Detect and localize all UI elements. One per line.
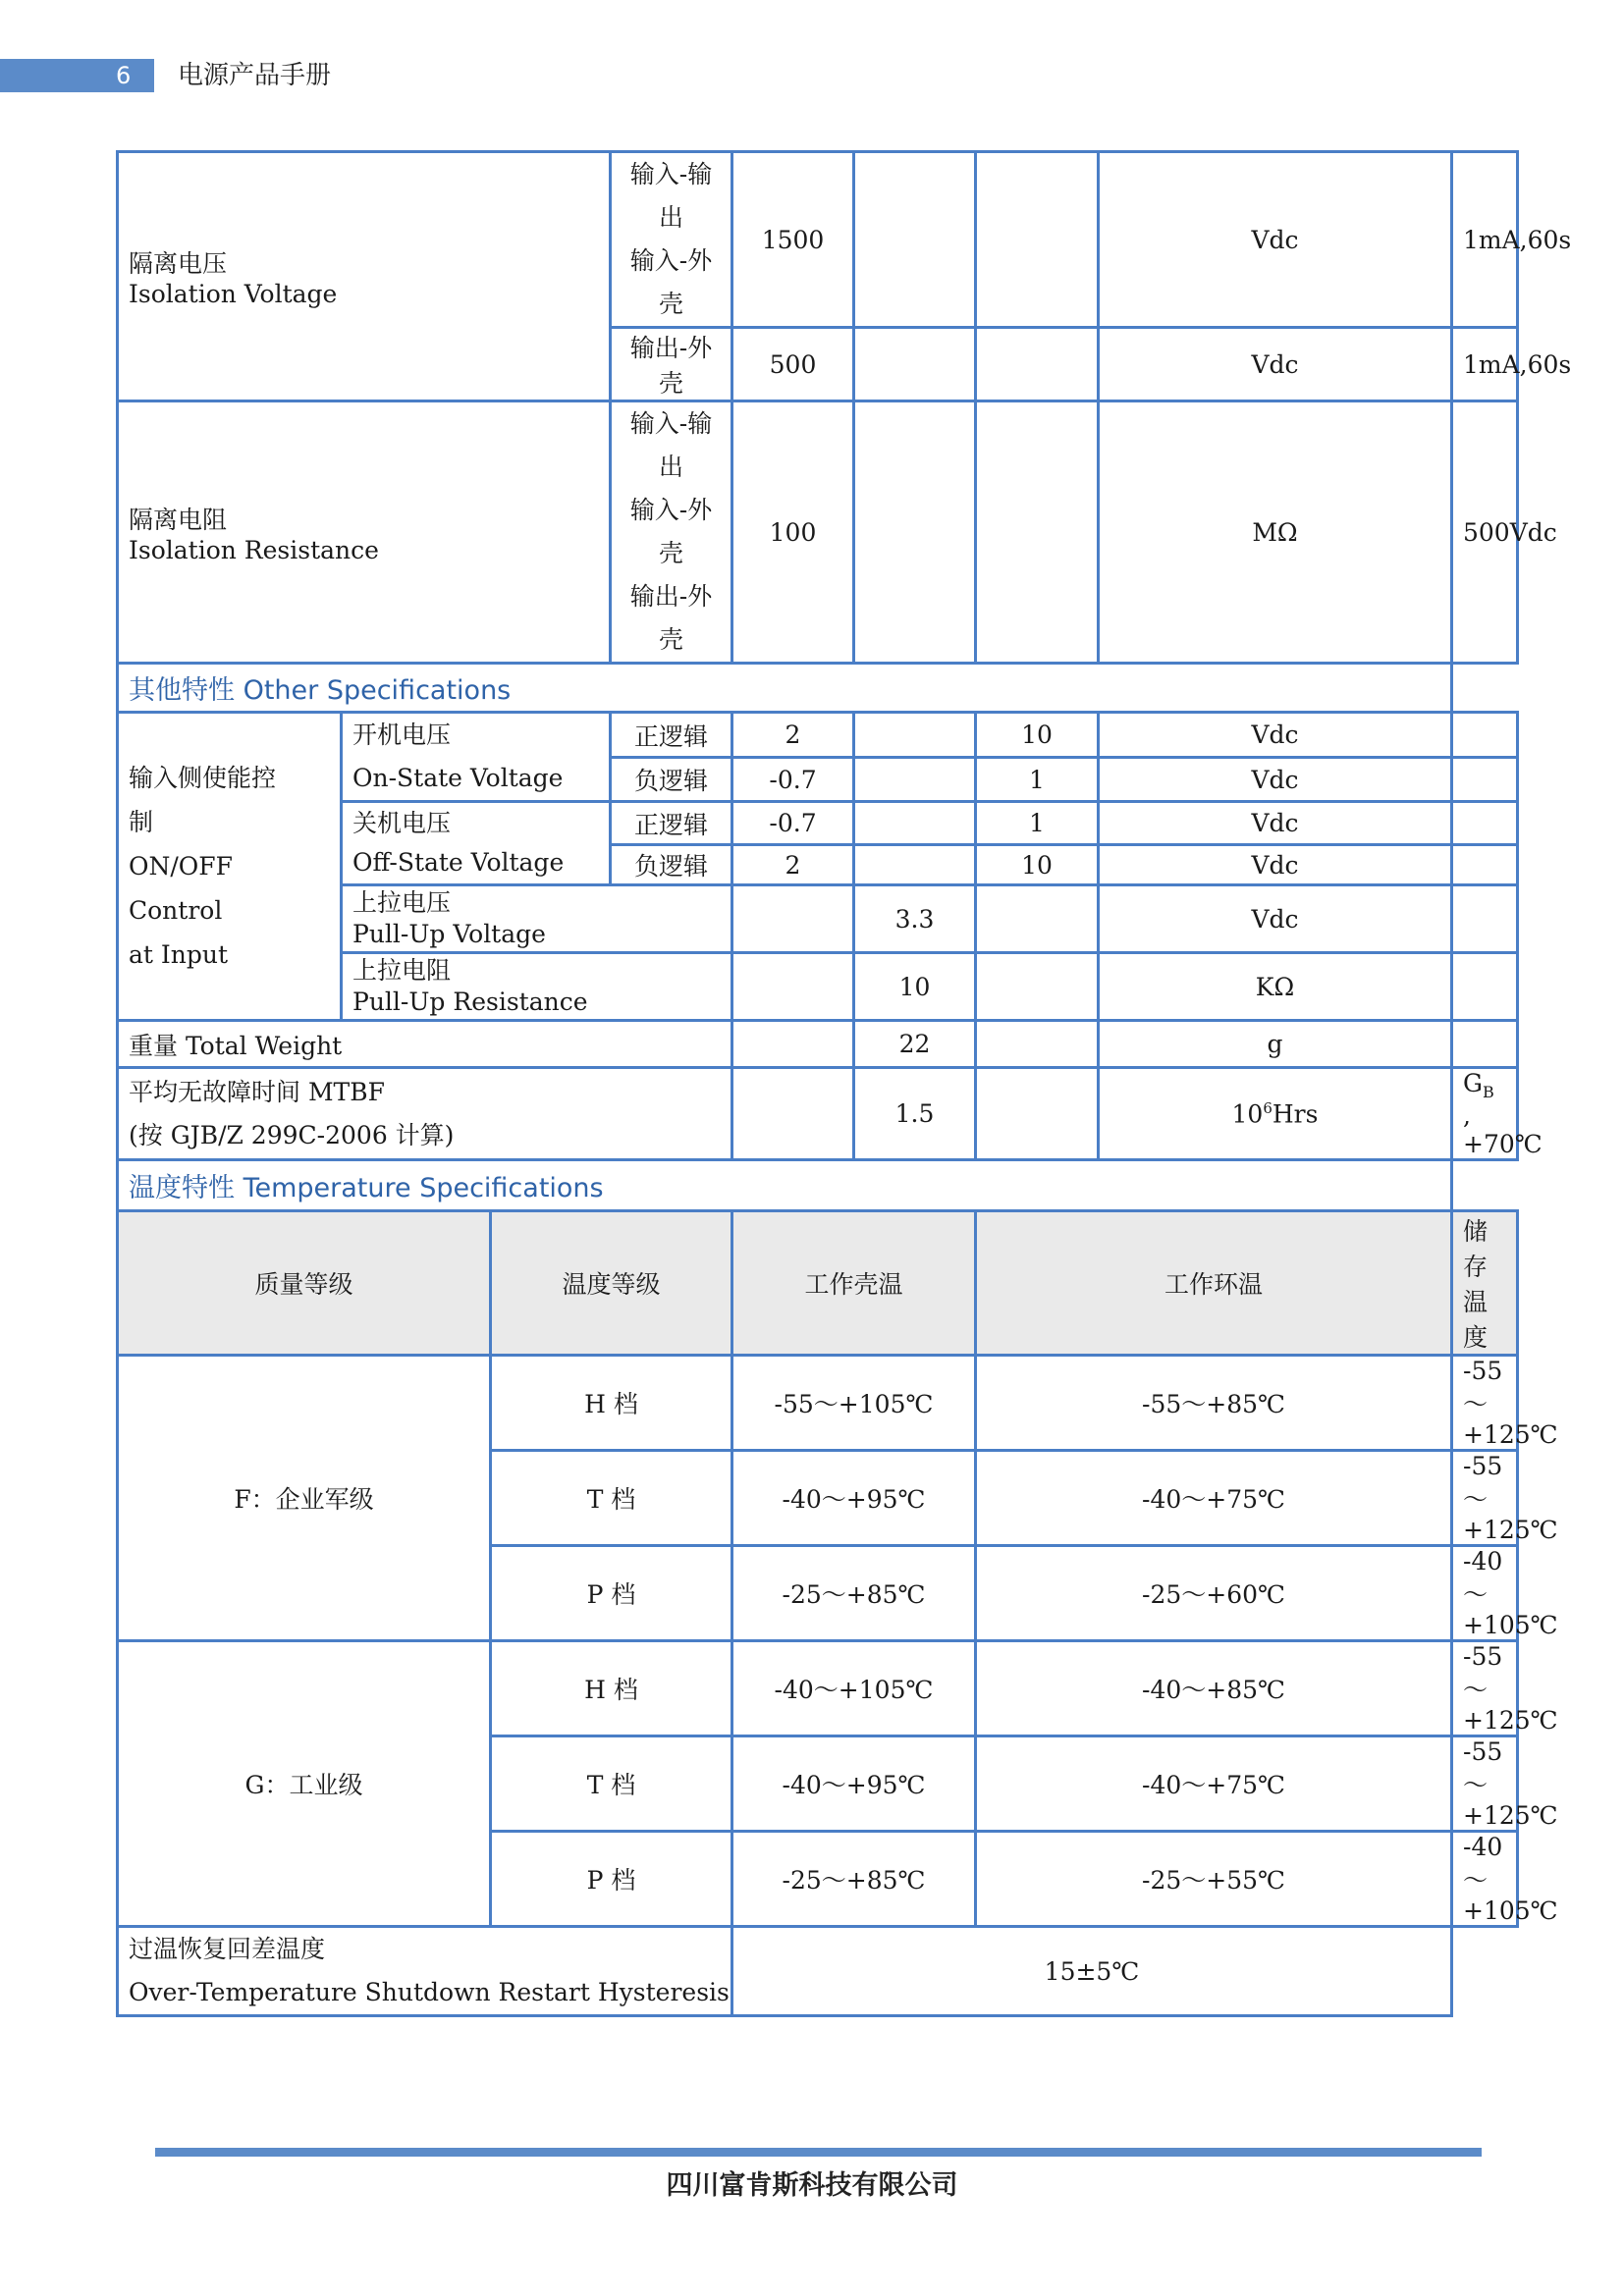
pullup-resistance-unit: KΩ <box>1099 953 1452 1021</box>
table-row <box>118 1641 1518 1736</box>
negative-logic-label: 负逻辑 <box>611 845 732 885</box>
isolation-voltage-value: 1500 <box>732 152 854 328</box>
on-state-positive-row <box>118 713 1518 758</box>
spec-table <box>116 150 1572 2017</box>
unit-cell: Vdc <box>1099 885 1452 953</box>
temp-grade: H 档 <box>491 1356 732 1451</box>
header-accent-bar <box>0 59 154 92</box>
isolation-resistance-row <box>118 401 1518 664</box>
positive-logic-label: 正逻辑 <box>611 713 732 758</box>
case-temp: -40～+95℃ <box>732 1451 976 1546</box>
isolation-resistance-unit: MΩ <box>1099 401 1452 664</box>
isolation-voltage-row <box>118 152 1518 328</box>
temp-grade: T 档 <box>491 1736 732 1832</box>
empty-cell <box>732 885 854 953</box>
header-storage-temperature: 储存温度 <box>1452 1211 1518 1356</box>
other-specs-section-row <box>118 664 1518 713</box>
empty-cell <box>854 802 976 845</box>
hysteresis-row <box>118 1927 1518 2016</box>
pullup-resistance-typ: 10 <box>854 953 976 1021</box>
hysteresis-label: 过温恢复回差温度 Over-Temperature Shutdown Restart Hysteresis <box>118 1927 732 2016</box>
onoff-control-label: 输入侧使能控 制 ON/OFF Control at Input <box>118 713 342 1021</box>
manual-title: 电源产品手册 <box>178 61 332 90</box>
on-state-voltage-label: 开机电压 On-State Voltage <box>342 713 611 802</box>
on-positive-max: 10 <box>976 713 1099 758</box>
temp-grade: P 档 <box>491 1546 732 1641</box>
pullup-voltage-label: 上拉电压 Pull-Up Voltage <box>342 885 732 953</box>
weight-typ: 22 <box>854 1021 976 1068</box>
empty-cell <box>976 1068 1099 1160</box>
storage-temp: -55～+125℃ <box>1452 1451 1518 1546</box>
mtbf-unit: $10^6Hrs$ <box>1099 1068 1452 1160</box>
temperature-specs-heading: 温度特性 Temperature Specifications <box>118 1160 1452 1211</box>
empty-cell <box>1452 885 1518 953</box>
empty-cell <box>1452 802 1518 845</box>
weight-label: 重量 Total Weight <box>118 1021 732 1068</box>
storage-temp: -40～+105℃ <box>1452 1546 1518 1641</box>
storage-temp: -55～+125℃ <box>1452 1356 1518 1451</box>
empty-cell <box>854 401 976 664</box>
empty-cell <box>976 953 1099 1021</box>
off-negative-min: 2 <box>732 845 854 885</box>
ambient-temp: -25～+55℃ <box>976 1832 1452 1927</box>
off-state-voltage-label: 关机电压 Off-State Voltage <box>342 802 611 885</box>
pullup-voltage-typ: 3.3 <box>854 885 976 953</box>
weight-unit: g <box>1099 1021 1452 1068</box>
isolation-voltage-label: 隔离电压 Isolation Voltage <box>118 152 611 401</box>
positive-logic-label: 正逻辑 <box>611 802 732 845</box>
empty-cell <box>854 713 976 758</box>
empty-cell <box>854 328 976 401</box>
empty-cell <box>976 1021 1099 1068</box>
empty-cell <box>976 401 1099 664</box>
quality-grade-g: G：工业级 <box>118 1641 491 1927</box>
isolation-voltage-condition-3: 输出-外壳 <box>611 328 732 401</box>
page-number: 6 <box>116 62 132 89</box>
empty-cell <box>1452 845 1518 885</box>
ambient-temp: -40～+85℃ <box>976 1641 1452 1736</box>
off-positive-max: 1 <box>976 802 1099 845</box>
isolation-resistance-note: 500Vdc <box>1452 401 1518 664</box>
header-ambient-temperature: 工作环温 <box>976 1211 1452 1356</box>
empty-cell <box>854 758 976 802</box>
empty-cell <box>976 152 1099 328</box>
company-name: 四川富肯斯科技有限公司 <box>666 2170 958 2201</box>
empty-cell <box>732 1068 854 1160</box>
empty-cell <box>732 1021 854 1068</box>
temperature-header-row <box>118 1211 1518 1356</box>
case-temp: -25～+85℃ <box>732 1832 976 1927</box>
isolation-resistance-conditions: 输入-输出 输入-外壳 输出-外壳 <box>611 401 732 664</box>
mtbf-label: 平均无故障时间 MTBF (按 GJB/Z 299C-2006 计算) <box>118 1068 732 1160</box>
empty-cell <box>1452 1021 1518 1068</box>
mtbf-note: $G_B$ , +70℃ <box>1452 1068 1518 1160</box>
isolation-voltage-note-2: 1mA,60s <box>1452 328 1518 401</box>
pullup-resistance-label: 上拉电阻 Pull-Up Resistance <box>342 953 732 1021</box>
other-specs-heading: 其他特性 Other Specifications <box>118 664 1452 713</box>
temp-grade: P 档 <box>491 1832 732 1927</box>
temp-grade: T 档 <box>491 1451 732 1546</box>
on-negative-max: 1 <box>976 758 1099 802</box>
quality-grade-f: F：企业军级 <box>118 1356 491 1641</box>
case-temp: -25～+85℃ <box>732 1546 976 1641</box>
weight-row <box>118 1021 1518 1068</box>
empty-cell <box>854 845 976 885</box>
unit-cell: Vdc <box>1099 845 1452 885</box>
negative-logic-label: 负逻辑 <box>611 758 732 802</box>
isolation-voltage-unit-2: Vdc <box>1099 328 1452 401</box>
isolation-voltage-value-2: 500 <box>732 328 854 401</box>
empty-cell <box>976 885 1099 953</box>
unit-cell: Vdc <box>1099 802 1452 845</box>
isolation-voltage-note: 1mA,60s <box>1452 152 1518 328</box>
ambient-temp: -40～+75℃ <box>976 1451 1452 1546</box>
header-quality-grade: 质量等级 <box>118 1211 491 1356</box>
on-negative-min: -0.7 <box>732 758 854 802</box>
isolation-voltage-conditions: 输入-输出 输入-外壳 <box>611 152 732 328</box>
ambient-temp: -40～+75℃ <box>976 1736 1452 1832</box>
mtbf-typ: 1.5 <box>854 1068 976 1160</box>
empty-cell <box>732 953 854 1021</box>
table-row <box>118 1356 1518 1451</box>
off-negative-max: 10 <box>976 845 1099 885</box>
temp-grade: H 档 <box>491 1641 732 1736</box>
case-temp: -55～+105℃ <box>732 1356 976 1451</box>
empty-cell <box>1452 953 1518 1021</box>
header-temperature-grade: 温度等级 <box>491 1211 732 1356</box>
header-case-temperature: 工作壳温 <box>732 1211 976 1356</box>
empty-cell <box>1452 758 1518 802</box>
unit-cell: Vdc <box>1099 713 1452 758</box>
temperature-section-row <box>118 1160 1518 1211</box>
isolation-voltage-unit: Vdc <box>1099 152 1452 328</box>
case-temp: -40～+95℃ <box>732 1736 976 1832</box>
hysteresis-value: 15±5℃ <box>732 1927 1452 2016</box>
case-temp: -40～+105℃ <box>732 1641 976 1736</box>
on-positive-min: 2 <box>732 713 854 758</box>
off-positive-min: -0.7 <box>732 802 854 845</box>
empty-cell <box>1452 713 1518 758</box>
empty-cell <box>976 328 1099 401</box>
storage-temp: -55～+125℃ <box>1452 1641 1518 1736</box>
ambient-temp: -55～+85℃ <box>976 1356 1452 1451</box>
ambient-temp: -25～+60℃ <box>976 1546 1452 1641</box>
empty-cell <box>854 152 976 328</box>
unit-cell: Vdc <box>1099 758 1452 802</box>
isolation-resistance-value: 100 <box>732 401 854 664</box>
isolation-resistance-label: 隔离电阻 Isolation Resistance <box>118 401 611 664</box>
mtbf-row <box>118 1068 1518 1160</box>
storage-temp: -40～+105℃ <box>1452 1832 1518 1927</box>
footer-accent-bar <box>155 2148 1482 2157</box>
storage-temp: -55～+125℃ <box>1452 1736 1518 1832</box>
